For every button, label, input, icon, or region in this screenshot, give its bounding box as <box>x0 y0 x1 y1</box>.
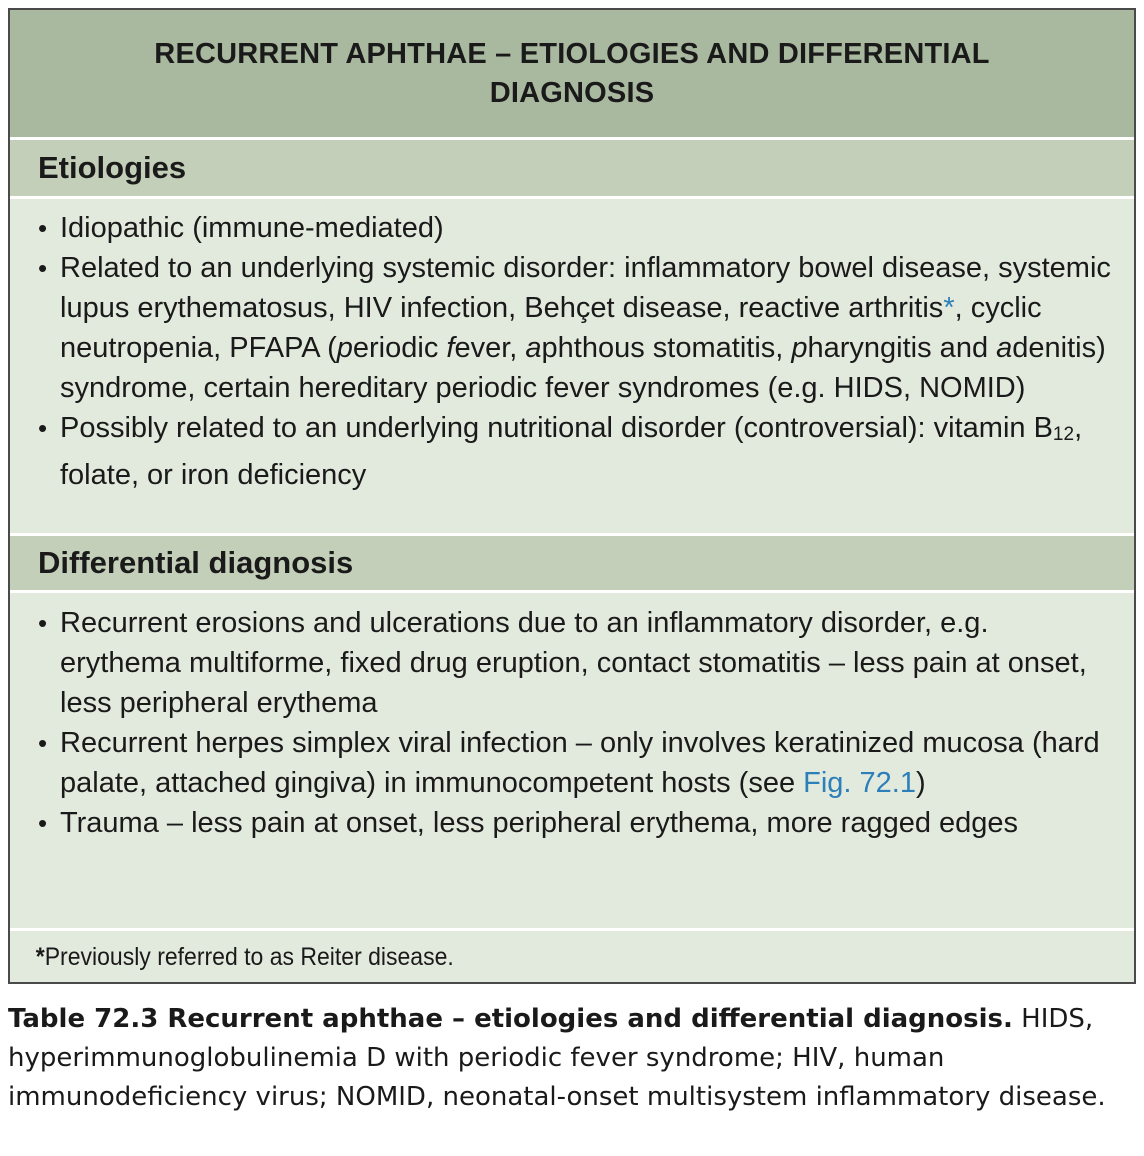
list-item <box>10 603 1134 723</box>
acronym-letter: p <box>791 332 808 364</box>
table-title-band <box>10 10 1134 137</box>
list-item <box>10 248 1134 408</box>
table-box <box>8 8 1136 984</box>
item-text: , cyclic neutropenia, PFAPA ( <box>60 292 1042 364</box>
section-heading-differential-diagnosis: Differential diagnosis <box>10 536 1134 590</box>
bullet-icon: • <box>38 213 48 243</box>
bullet-icon: • <box>38 808 48 838</box>
item-text: Trauma – less pain at onset, less peripheral erythema, more ragged edges <box>60 807 1019 839</box>
item-text: Recurrent herpes simplex viral infection – only involves keratinized mucosa (hard palate, attached gingiva) in immunocompetent hosts (see <box>60 727 1100 799</box>
caption-text: HIDS, hyperimmunoglobulinemia D with periodic fever syndrome; HIV, human immunodeficiency virus; NOMID, neonatal-onset multisystem inflammatory disease. <box>8 1004 1106 1112</box>
item-text: Idiopathic (immune-mediated) <box>60 212 444 244</box>
item-text: Related to an underlying systemic disorder: inflammatory bowel disease, systemic lupus erythematosus, HIV infection, Behçet disease, reactive arthritis <box>60 252 1111 324</box>
item-text: ) <box>915 767 926 799</box>
divider <box>10 590 1134 593</box>
item-text: haryngitis and <box>807 332 997 364</box>
footnote-text: Previously referred to as Reiter disease. <box>44 943 454 971</box>
caption-title: Table 72.3 Recurrent aphthae – etiologies and differential diagnosis. <box>8 1004 1013 1034</box>
list-item <box>10 803 1134 843</box>
figure-link[interactable]: Fig. 72.1 <box>803 767 916 799</box>
table-caption <box>8 1000 1136 1117</box>
footnote-marker[interactable]: * <box>943 292 955 324</box>
acronym-letter: a <box>525 332 542 364</box>
acronym-letter: f <box>446 332 455 364</box>
item-text: Possibly related to an underlying nutritional disorder (controversial): vitamin B <box>60 412 1053 444</box>
bullet-icon: • <box>38 608 48 638</box>
acronym-letter: p <box>336 332 353 364</box>
bullet-icon: • <box>38 728 48 758</box>
list-item <box>10 408 1134 495</box>
section-heading-etiologies: Etiologies <box>10 140 1134 196</box>
table-title: RECURRENT APHTHAE – ETIOLOGIES AND DIFFERENTIAL DIAGNOSIS <box>154 37 990 109</box>
divider <box>10 928 1134 931</box>
etiologies-list <box>10 208 1134 495</box>
footnote-mark: * <box>35 943 45 971</box>
item-text: ever, <box>454 332 526 364</box>
item-text: eriodic <box>352 332 447 364</box>
item-text: phthous stomatitis, <box>541 332 792 364</box>
list-item <box>10 208 1134 248</box>
bullet-icon: • <box>38 413 48 443</box>
item-text: Recurrent erosions and ulcerations due to an inflammatory disorder, e.g. erythema multiforme, fixed drug eruption, contact stomatitis – less pain at onset, less peripheral erythema <box>60 607 1087 719</box>
differential-diagnosis-list <box>10 603 1134 843</box>
divider <box>10 196 1134 199</box>
item-text: , folate, or iron deficiency <box>60 412 1083 491</box>
list-item <box>10 723 1134 803</box>
acronym-letter: a <box>996 332 1013 364</box>
bullet-icon: • <box>38 253 48 283</box>
subscript: 12 <box>1052 424 1075 445</box>
table-footnote <box>10 940 1044 974</box>
item-text: denitis) syndrome, certain hereditary periodic fever syndromes (e.g. HIDS, NOMID) <box>60 332 1106 404</box>
